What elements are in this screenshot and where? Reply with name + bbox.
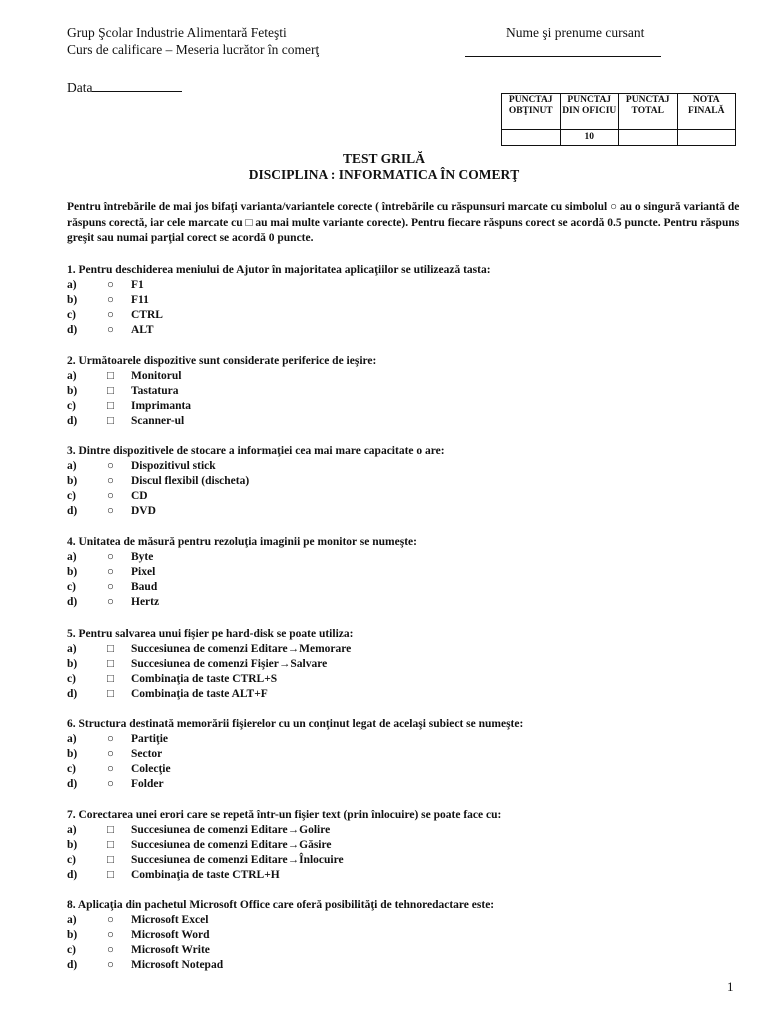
answer-option[interactable] bbox=[67, 868, 747, 883]
option-text: Partiţie bbox=[131, 733, 169, 745]
option-letter: a) bbox=[67, 370, 77, 382]
option-text: Microsoft Excel bbox=[131, 914, 209, 926]
option-text: Combinaţia de taste ALT+F bbox=[131, 688, 268, 700]
answer-option[interactable] bbox=[67, 474, 747, 489]
option-letter: a) bbox=[67, 279, 77, 291]
radio-circle-icon[interactable]: ○ bbox=[107, 763, 114, 775]
option-text: Imprimanta bbox=[131, 400, 192, 412]
option-text: Microsoft Write bbox=[131, 944, 210, 956]
question-block bbox=[67, 627, 747, 702]
instructions: Pentru întrebările de mai jos bifaţi varianta/variantele corecte ( întrebările cu răspunsuri marcate cu simbolul ○ au o singură variantă de răspuns corectă, iar cele marcate cu □ au mai multe variante corecte). Pentru fiecare răspuns corect se acordă 0.5 puncte. Pentru răspuns greşit sau numai parţial corect se acordă 0 puncte. bbox=[67, 201, 740, 244]
option-letter: b) bbox=[67, 294, 78, 306]
score-header-total: PUNCTAJ TOTAL bbox=[619, 94, 678, 130]
option-letter: d) bbox=[67, 324, 78, 336]
score-header-final: NOTA FINALĂ bbox=[677, 94, 736, 130]
option-letter: c) bbox=[67, 400, 76, 412]
answer-option[interactable] bbox=[67, 550, 747, 565]
option-text: Combinaţia de taste CTRL+S bbox=[131, 673, 278, 685]
checkbox-square-icon[interactable]: □ bbox=[107, 839, 114, 851]
checkbox-square-icon[interactable]: □ bbox=[107, 869, 114, 881]
option-text: Succesiunea de comenzi Editare→Găsire bbox=[131, 839, 332, 851]
radio-circle-icon[interactable]: ○ bbox=[107, 733, 114, 745]
score-cell-oficiu: 10 bbox=[560, 130, 619, 146]
option-letter: a) bbox=[67, 551, 77, 563]
answer-option[interactable] bbox=[67, 595, 747, 610]
radio-circle-icon[interactable]: ○ bbox=[107, 490, 114, 502]
answer-option[interactable] bbox=[67, 777, 747, 792]
question-block bbox=[67, 444, 747, 519]
option-text: Succesiunea de comenzi Editare→Înlocuire bbox=[131, 854, 344, 866]
checkbox-square-icon[interactable]: □ bbox=[107, 673, 114, 685]
option-letter: a) bbox=[67, 733, 77, 745]
option-letter: d) bbox=[67, 959, 78, 971]
test-title: TEST GRILĂ bbox=[343, 151, 425, 166]
option-text: Colecţie bbox=[131, 763, 171, 775]
answer-option[interactable] bbox=[67, 687, 747, 702]
option-letter: d) bbox=[67, 688, 78, 700]
option-text: Monitorul bbox=[131, 370, 182, 382]
option-letter: c) bbox=[67, 854, 76, 866]
answer-option[interactable] bbox=[67, 399, 747, 414]
question-text: 1. Pentru deschiderea meniului de Ajutor în majoritatea aplicaţiilor se utilizează tasta: bbox=[67, 264, 491, 276]
option-letter: d) bbox=[67, 415, 78, 427]
question-text: 4. Unitatea de măsură pentru rezoluţia imaginii pe monitor se numeşte: bbox=[67, 536, 417, 548]
option-letter: c) bbox=[67, 581, 76, 593]
radio-circle-icon[interactable]: ○ bbox=[107, 944, 114, 956]
option-letter: b) bbox=[67, 566, 78, 578]
option-text: CTRL bbox=[131, 309, 163, 321]
option-text: Baud bbox=[131, 581, 158, 593]
option-letter: a) bbox=[67, 460, 77, 472]
question-text: 7. Corectarea unei erori care se repetă într-un fişier text (prin înlocuire) se poate face cu: bbox=[67, 809, 502, 821]
date-blank-line bbox=[92, 78, 182, 92]
option-text: ALT bbox=[131, 324, 154, 336]
answer-option[interactable] bbox=[67, 414, 747, 429]
radio-circle-icon[interactable]: ○ bbox=[107, 460, 114, 472]
radio-circle-icon[interactable]: ○ bbox=[107, 279, 114, 291]
option-letter: b) bbox=[67, 385, 78, 397]
option-letter: d) bbox=[67, 869, 78, 881]
radio-circle-icon[interactable]: ○ bbox=[107, 505, 114, 517]
radio-circle-icon[interactable]: ○ bbox=[107, 475, 114, 487]
question-block bbox=[67, 263, 747, 338]
question-block bbox=[67, 898, 747, 973]
answer-option[interactable] bbox=[67, 747, 747, 762]
option-text: Succesiunea de comenzi Editare→Golire bbox=[131, 824, 331, 836]
checkbox-square-icon[interactable]: □ bbox=[107, 688, 114, 700]
answer-option[interactable] bbox=[67, 459, 747, 474]
option-letter: c) bbox=[67, 763, 76, 775]
option-letter: c) bbox=[67, 309, 76, 321]
answer-option[interactable] bbox=[67, 732, 747, 747]
radio-circle-icon[interactable]: ○ bbox=[107, 959, 114, 971]
option-text: Folder bbox=[131, 778, 164, 790]
answer-option[interactable] bbox=[67, 489, 747, 504]
option-letter: b) bbox=[67, 475, 78, 487]
option-text: Discul flexibil (discheta) bbox=[131, 475, 250, 487]
answer-option[interactable] bbox=[67, 958, 747, 973]
question-text: 6. Structura destinată memorării fişierelor cu un conţinut legat de acelaşi subiect se numeşte: bbox=[67, 718, 524, 730]
answer-option[interactable] bbox=[67, 565, 747, 580]
checkbox-square-icon[interactable]: □ bbox=[107, 658, 114, 670]
school-name: Grup Şcolar Industrie Alimentară Feteşti bbox=[67, 25, 287, 40]
answer-option[interactable] bbox=[67, 913, 747, 928]
answer-option[interactable] bbox=[67, 278, 747, 293]
radio-circle-icon[interactable]: ○ bbox=[107, 551, 114, 563]
option-text: F11 bbox=[131, 294, 149, 306]
option-text: Combinaţia de taste CTRL+H bbox=[131, 869, 280, 881]
option-letter: a) bbox=[67, 824, 77, 836]
checkbox-square-icon[interactable]: □ bbox=[107, 643, 114, 655]
radio-circle-icon[interactable]: ○ bbox=[107, 778, 114, 790]
option-text: Scanner-ul bbox=[131, 415, 185, 427]
answer-option[interactable] bbox=[67, 308, 747, 323]
answer-option[interactable] bbox=[67, 642, 747, 657]
radio-circle-icon[interactable]: ○ bbox=[107, 324, 114, 336]
question-block bbox=[67, 808, 747, 883]
checkbox-square-icon[interactable]: □ bbox=[107, 385, 114, 397]
score-cell-total[interactable] bbox=[619, 130, 678, 146]
radio-circle-icon[interactable]: ○ bbox=[107, 566, 114, 578]
answer-option[interactable] bbox=[67, 928, 747, 943]
option-letter: a) bbox=[67, 914, 77, 926]
option-letter: b) bbox=[67, 929, 78, 941]
score-cell-obtained[interactable] bbox=[502, 130, 561, 146]
option-text: CD bbox=[131, 490, 148, 502]
answer-option[interactable] bbox=[67, 504, 747, 519]
option-letter: c) bbox=[67, 944, 76, 956]
answer-option[interactable] bbox=[67, 580, 747, 595]
option-text: F1 bbox=[131, 279, 144, 291]
student-name-line[interactable] bbox=[465, 43, 661, 57]
option-letter: d) bbox=[67, 505, 78, 517]
option-letter: d) bbox=[67, 596, 78, 608]
discipline-title: DISCIPLINA : INFORMATICA ÎN COMERŢ bbox=[248, 167, 520, 182]
course-name: Curs de calificare – Meseria lucrător în comerţ bbox=[67, 42, 320, 57]
option-text: DVD bbox=[131, 505, 156, 517]
radio-circle-icon[interactable]: ○ bbox=[107, 929, 114, 941]
question-block bbox=[67, 717, 747, 792]
option-letter: b) bbox=[67, 839, 78, 851]
option-text: Hertz bbox=[131, 596, 160, 608]
answer-option[interactable] bbox=[67, 293, 747, 308]
radio-circle-icon[interactable]: ○ bbox=[107, 309, 114, 321]
radio-circle-icon[interactable]: ○ bbox=[107, 914, 114, 926]
date-label: Data bbox=[67, 80, 93, 95]
option-letter: a) bbox=[67, 643, 77, 655]
checkbox-square-icon[interactable]: □ bbox=[107, 400, 114, 412]
option-text: Pixel bbox=[131, 566, 156, 578]
checkbox-square-icon[interactable]: □ bbox=[107, 415, 114, 427]
checkbox-square-icon[interactable]: □ bbox=[107, 370, 114, 382]
option-letter: b) bbox=[67, 748, 78, 760]
radio-circle-icon[interactable]: ○ bbox=[107, 748, 114, 760]
option-text: Dispozitivul stick bbox=[131, 460, 216, 472]
option-letter: c) bbox=[67, 673, 76, 685]
question-text: 5. Pentru salvarea unui fişier pe hard-disk se poate utiliza: bbox=[67, 628, 354, 640]
question-block bbox=[67, 354, 747, 429]
option-text: Microsoft Word bbox=[131, 929, 210, 941]
radio-circle-icon[interactable]: ○ bbox=[107, 294, 114, 306]
answer-option[interactable] bbox=[67, 323, 747, 338]
option-text: Succesiunea de comenzi Fişier→Salvare bbox=[131, 658, 328, 670]
option-letter: b) bbox=[67, 658, 78, 670]
option-text: Sector bbox=[131, 748, 163, 760]
answer-option[interactable] bbox=[67, 853, 747, 868]
score-cell-final[interactable] bbox=[677, 130, 736, 146]
date-field[interactable] bbox=[67, 78, 182, 96]
score-header-obtained: PUNCTAJ OBŢINUT bbox=[502, 94, 561, 130]
answer-option[interactable] bbox=[67, 657, 747, 672]
answer-option[interactable] bbox=[67, 943, 747, 958]
question-block bbox=[67, 535, 747, 610]
radio-circle-icon[interactable]: ○ bbox=[107, 596, 114, 608]
answer-option[interactable] bbox=[67, 369, 747, 384]
score-table bbox=[501, 93, 736, 146]
answer-option[interactable] bbox=[67, 762, 747, 777]
student-name-label: Nume şi prenume cursant bbox=[506, 25, 645, 40]
option-letter: d) bbox=[67, 778, 78, 790]
answer-option[interactable] bbox=[67, 838, 747, 853]
option-text: Tastatura bbox=[131, 385, 179, 397]
checkbox-square-icon[interactable]: □ bbox=[107, 824, 114, 836]
checkbox-square-icon[interactable]: □ bbox=[107, 854, 114, 866]
question-text: 3. Dintre dispozitivele de stocare a informaţiei cea mai mare capacitate o are: bbox=[67, 445, 445, 457]
option-letter: c) bbox=[67, 490, 76, 502]
answer-option[interactable] bbox=[67, 823, 747, 838]
radio-circle-icon[interactable]: ○ bbox=[107, 581, 114, 593]
answer-option[interactable] bbox=[67, 384, 747, 399]
question-text: 8. Aplicaţia din pachetul Microsoft Office care oferă posibilităţi de tehnoredactare este: bbox=[67, 899, 495, 911]
question-text: 2. Următoarele dispozitive sunt considerate periferice de ieşire: bbox=[67, 355, 377, 367]
page-number: 1 bbox=[727, 979, 734, 994]
option-text: Succesiunea de comenzi Editare→Memorare bbox=[131, 643, 352, 655]
option-text: Microsoft Notepad bbox=[131, 959, 224, 971]
score-header-oficiu: PUNCTAJ DIN OFICIU bbox=[560, 94, 619, 130]
option-text: Byte bbox=[131, 551, 154, 563]
answer-option[interactable] bbox=[67, 672, 747, 687]
